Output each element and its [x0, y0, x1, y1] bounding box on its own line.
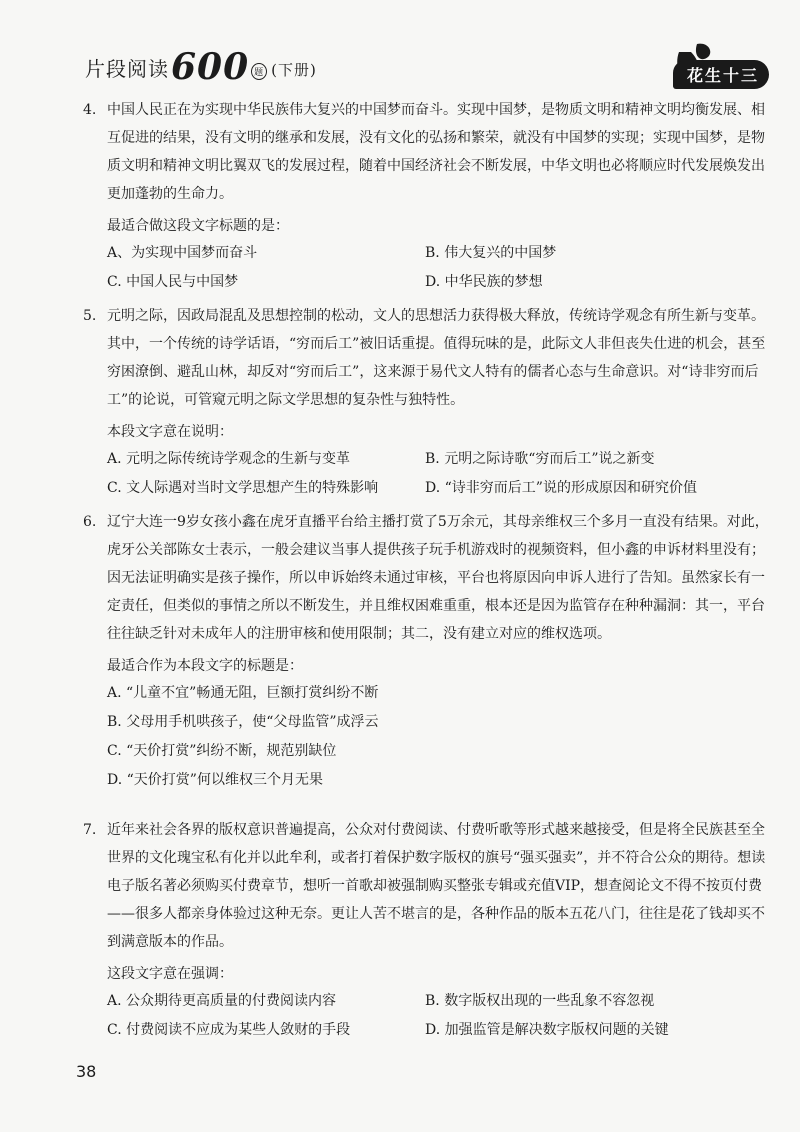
question-stem: 元明之际，因政局混乱及思想控制的松动，文人的思想活力获得极大释放，传统诗学观念有所生新与变革。其中，一个传统的诗学话语，“穷而后工”被旧话重提。值得玩味的是，此际文人非但丧失仕进的机会，甚至穷困潦倒、避乱山林，却反对“穷而后工”，这来源于易代文人特有的儒者心态与生命意识。对“诗非穷而后工”的论说，可管窥元明之际文学思想的复杂性与独特性。 [107, 308, 766, 408]
book-title-prefix: 片段阅读 [85, 57, 169, 81]
question-prompt: 最适合做这段文字标题的是： [107, 218, 289, 234]
question-prompt: 这段文字意在强调： [107, 966, 233, 982]
publisher-logo [665, 38, 775, 96]
option-list [83, 240, 773, 296]
option-b[interactable]: B. 父母用手机哄孩子，使“父母监管”成浮云 [107, 714, 379, 730]
page-header [85, 38, 775, 96]
question-6 [83, 508, 773, 794]
option-c[interactable]: C. 付费阅读不应成为某些人敛财的手段 [107, 1022, 351, 1038]
option-a[interactable]: A、为实现中国梦而奋斗 [107, 245, 258, 261]
question-stem: 中国人民正在为实现中华民族伟大复兴的中国梦而奋斗。实现中国梦，是物质文明和精神文明均衡发展、相互促进的结果，没有文明的继承和发展，没有文化的弘扬和繁荣，就没有中国梦的实现；实现中国梦，是物质文明和精神文明比翼双飞的发展过程，随着中国经济社会不断发展，中华文明也必将顺应时代发展焕发出更加蓬勃的生命力。 [107, 102, 765, 202]
option-a[interactable]: A. 公众期待更高质量的付费阅读内容 [107, 993, 337, 1009]
option-b[interactable]: B. 数字版权出现的一些乱象不容忽视 [425, 993, 655, 1009]
question-stem: 辽宁大连一9岁女孩小鑫在虎牙直播平台给主播打赏了5万余元，其母亲维权三个多月一直没有结果。对此，虎牙公关部陈女士表示，一般会建议当事人提供孩子玩手机游戏时的视频资料，但小鑫的申诉材料里没有；因无法证明确实是孩子操作，所以申诉始终未通过审核，平台也将原因向申诉人进行了告知。虽然家长有一定责任，但类似的事情之所以不断发生，并且维权困难重重，根本还是因为监管存在种种漏洞：其一，平台往往缺乏针对未成年人的注册审核和使用限制；其二，没有建立对应的维权选项。 [107, 514, 769, 642]
option-a[interactable]: A. 元明之际传统诗学观念的生新与变革 [107, 451, 351, 467]
book-title-number: 600 [171, 46, 250, 88]
option-d[interactable]: D. 中华民族的梦想 [425, 274, 543, 290]
question-number: 7. [83, 822, 97, 838]
option-b[interactable]: B. 元明之际诗歌“穷而后工”说之新变 [425, 451, 655, 467]
option-d[interactable]: D. 加强监管是解决数字版权问题的关键 [425, 1022, 669, 1038]
question-prompt: 最适合作为本段文字的标题是： [107, 658, 303, 674]
book-title-unit: 题 [251, 63, 267, 80]
option-c[interactable]: C. “天价打赏”纠纷不断，规范别缺位 [107, 743, 337, 759]
option-list [83, 988, 773, 1044]
option-a[interactable]: A. “儿童不宜”畅通无阻，巨额打赏纠纷不断 [107, 685, 379, 701]
question-5 [83, 302, 773, 502]
option-c[interactable]: C. 文人际遇对当时文学思想产生的特殊影响 [107, 480, 379, 496]
question-number: 5. [83, 308, 97, 324]
option-list [83, 680, 773, 794]
option-b[interactable]: B. 伟大复兴的中国梦 [425, 245, 557, 261]
question-stem: 近年来社会各界的版权意识普遍提高，公众对付费阅读、付费听歌等形式越来越接受，但是将全民族甚至全世界的文化瑰宝私有化并以此牟利，或者打着保护数字版权的旗号“强买强卖”，并不符合公众的期待。想读电子版名著必须购买付费章节，想听一首歌却被强制购买整张专辑或充值VIP，想查阅论文不得不按页付费——很多人都亲身体验过这种无奈。更让人苦不堪言的是，各种作品的版本五花八门，往往是花了钱却买不到满意版本的作品。 [107, 822, 766, 950]
question-number: 4. [83, 102, 97, 118]
page-number: 38 [76, 1062, 97, 1081]
option-d[interactable]: D. “天价打赏”何以维权三个月无果 [107, 772, 323, 788]
book-volume: (下册) [271, 61, 317, 79]
question-4 [83, 96, 773, 296]
question-7 [83, 816, 773, 1044]
option-c[interactable]: C. 中国人民与中国梦 [107, 274, 239, 290]
question-prompt: 本段文字意在说明： [107, 424, 233, 440]
option-d[interactable]: D. “诗非穷而后工”说的形成原因和研究价值 [425, 480, 697, 496]
option-list [83, 446, 773, 502]
question-number: 6. [83, 514, 97, 530]
logo-text: 花生十三 [673, 60, 769, 89]
book-title [85, 46, 317, 88]
